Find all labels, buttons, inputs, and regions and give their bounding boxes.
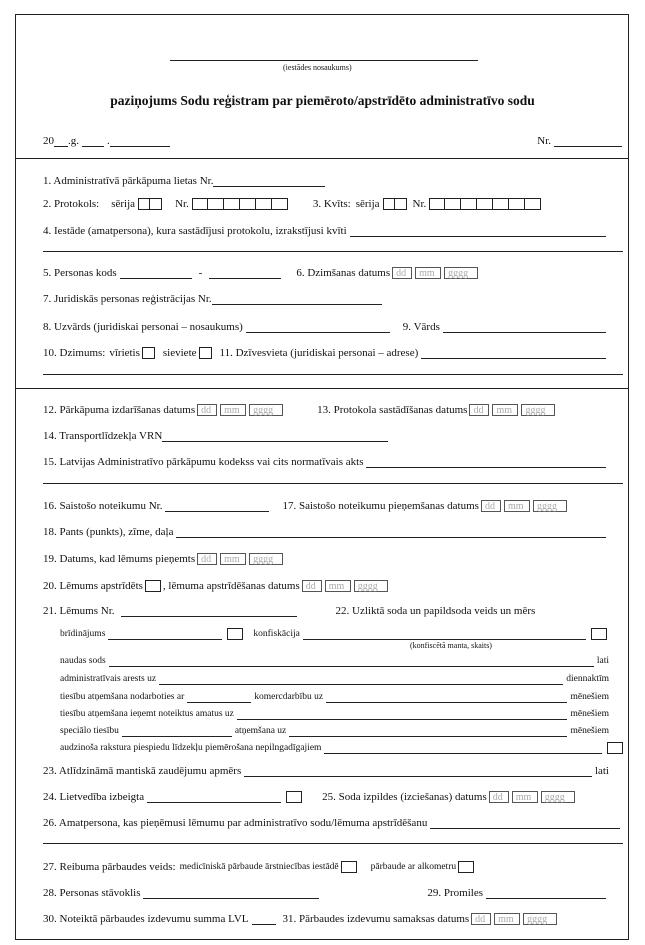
alcometer-checkbox[interactable] xyxy=(458,861,474,873)
f21-label: 21. Lēmums Nr. xyxy=(43,605,115,617)
f3-label: 3. Kvīts: xyxy=(312,198,351,210)
date-part-placeholder[interactable]: dd xyxy=(392,267,412,279)
f24-label: 24. Lietvedība izbeigta xyxy=(43,791,145,803)
terminated-field[interactable] xyxy=(147,792,281,803)
warning-checkbox[interactable] xyxy=(227,628,243,640)
nr-field[interactable] xyxy=(554,136,622,147)
medical-check-checkbox[interactable] xyxy=(341,861,357,873)
f2-nr-label: Nr. xyxy=(175,198,189,210)
date-part-placeholder[interactable]: gggg xyxy=(444,267,478,279)
divider xyxy=(15,388,629,389)
f31-label: 31. Pārbaudes izdevumu samaksas datums xyxy=(282,913,470,925)
protocol-number-cells[interactable] xyxy=(192,198,288,210)
f23-label: 23. Atlīdzināmā mantiskā zaudējumu apmērs xyxy=(43,765,242,777)
character-cell[interactable] xyxy=(208,198,224,210)
male-checkbox[interactable] xyxy=(142,347,155,359)
date-part-placeholder[interactable]: dd xyxy=(489,791,509,803)
confiscation-checkbox[interactable] xyxy=(591,628,607,640)
person-state-field[interactable] xyxy=(143,888,319,899)
birth-date-field[interactable] xyxy=(392,267,478,279)
arrest-field[interactable] xyxy=(159,674,563,685)
character-cell[interactable] xyxy=(150,198,162,210)
fine-field[interactable] xyxy=(109,656,594,667)
year-field[interactable] xyxy=(54,136,68,147)
f1-label: 1. Administratīvā pārkāpuma lietas Nr. xyxy=(43,175,214,187)
f8-label: 8. Uzvārds (juridiskai personai – nosaukums) xyxy=(43,321,243,333)
receipt-number-cells[interactable] xyxy=(429,198,541,210)
character-cell[interactable] xyxy=(272,198,288,210)
character-cell[interactable] xyxy=(429,198,445,210)
payment-date-field[interactable] xyxy=(471,913,557,925)
arrest-label: administratīvais arests uz xyxy=(60,674,157,684)
character-cell[interactable] xyxy=(192,198,208,210)
character-cell[interactable] xyxy=(445,198,461,210)
receipt-series-cells[interactable] xyxy=(383,198,407,210)
f3-nr-label: Nr. xyxy=(412,198,427,210)
f2-label: 2. Protokols: xyxy=(43,198,100,210)
f18-label: 18. Pants (punkts), zīme, daļa xyxy=(43,526,174,538)
months-unit: mēnešiem xyxy=(570,709,609,719)
decision-number-field[interactable] xyxy=(121,606,297,617)
article-field[interactable] xyxy=(176,527,606,538)
institution-caption: (iestādes nosaukums) xyxy=(283,63,352,72)
name-field[interactable] xyxy=(443,322,606,333)
medical-check-label: medicīniskā pārbaude ārstniecības iestādē xyxy=(179,862,339,872)
appealed-checkbox[interactable] xyxy=(145,580,161,592)
terminated-checkbox[interactable] xyxy=(286,791,302,803)
f30-label: 30. Noteiktā pārbaudes izdevumu summa LVL xyxy=(43,913,249,925)
appeal-date-field[interactable] xyxy=(302,580,388,592)
personal-code-part2[interactable] xyxy=(209,268,281,279)
official-field[interactable] xyxy=(430,818,620,829)
expense-sum-field[interactable] xyxy=(252,914,276,925)
f26-label: 26. Amatpersona, kas pieņēmusi lēmumu par administratīvo sodu/lēmuma apstrīdēšanu xyxy=(43,817,428,829)
f12-label: 12. Pārkāpuma izdarīšanas datums xyxy=(43,404,196,416)
month-field[interactable] xyxy=(110,136,170,147)
date-part-placeholder[interactable]: dd xyxy=(481,500,501,512)
year-suffix: .g. xyxy=(68,135,79,147)
f5-dash: - xyxy=(198,267,203,279)
character-cell[interactable] xyxy=(493,198,509,210)
male-label: vīrietis xyxy=(109,347,140,359)
date-part-placeholder[interactable]: dd xyxy=(197,553,217,565)
personal-code-part1[interactable] xyxy=(120,268,192,279)
f11-label: 11. Dzīvesvieta (juridiskai personai – adrese) xyxy=(219,347,419,359)
date-part-placeholder[interactable]: dd xyxy=(471,913,491,925)
special-rights-field[interactable] xyxy=(122,726,232,737)
address-line2[interactable] xyxy=(43,374,623,375)
fine-unit: lati xyxy=(596,656,609,666)
special-revoke-field[interactable] xyxy=(289,726,567,737)
date-part-placeholder[interactable]: gggg xyxy=(354,580,388,592)
character-cell[interactable] xyxy=(224,198,240,210)
character-cell[interactable] xyxy=(383,198,395,210)
warning-label: brīdinājums xyxy=(60,629,106,639)
confiscation-field[interactable] xyxy=(303,629,586,640)
protocol-date-field[interactable] xyxy=(469,404,555,416)
protocol-series-cells[interactable] xyxy=(138,198,162,210)
character-cell[interactable] xyxy=(256,198,272,210)
date-part-placeholder[interactable]: mm xyxy=(325,580,351,592)
f13-label: 13. Protokola sastādīšanas datums xyxy=(317,404,468,416)
f4-label: 4. Iestāde (amatpersona), kura sastādījusi protokolu, izrakstījusi kvīti xyxy=(43,225,347,237)
date-part-placeholder[interactable]: mm xyxy=(220,553,246,565)
fine-label: naudas sods xyxy=(60,656,106,666)
f17-label: 17. Saistošo noteikumu pieņemšanas datums xyxy=(282,500,479,512)
f7-label: 7. Juridiskās personas reģistrācijas Nr. xyxy=(43,293,212,305)
character-cell[interactable] xyxy=(477,198,493,210)
address-field[interactable] xyxy=(421,348,606,359)
f3-series-label: sērija xyxy=(355,198,380,210)
date-part-placeholder[interactable]: gggg xyxy=(249,404,283,416)
confiscation-label: konfiskācija xyxy=(253,629,300,639)
f28-label: 28. Personas stāvoklis xyxy=(43,887,141,899)
female-checkbox[interactable] xyxy=(199,347,212,359)
day-field[interactable] xyxy=(82,136,104,147)
ban-positions-field[interactable] xyxy=(237,709,568,720)
confiscation-caption: (konfiscētā manta, skaits) xyxy=(410,641,492,650)
offence-date-field[interactable] xyxy=(197,404,283,416)
promille-field[interactable] xyxy=(486,888,606,899)
date-part-placeholder[interactable]: mm xyxy=(415,267,441,279)
character-cell[interactable] xyxy=(525,198,541,210)
f27-label: 27. Reibuma pārbaudes veids: xyxy=(43,861,176,873)
educational-label: audzinoša rakstura piespiedu līdzekļu piemērošana nepilngadīgajiem xyxy=(60,743,322,753)
educational-checkbox[interactable] xyxy=(607,742,623,754)
female-label: sieviete xyxy=(162,347,197,359)
issuing-authority-line2[interactable] xyxy=(43,251,623,252)
alcometer-label: pārbaude ar alkometru xyxy=(370,862,457,872)
damages-field[interactable] xyxy=(244,766,592,777)
months-unit: mēnešiem xyxy=(570,726,609,736)
year-prefix: 20 xyxy=(43,135,54,147)
arrest-unit: diennaktīm xyxy=(566,674,609,684)
character-cell[interactable] xyxy=(509,198,525,210)
f10-label: 10. Dzimums: xyxy=(43,347,106,359)
date-part-placeholder[interactable]: dd xyxy=(469,404,489,416)
date-part-placeholder[interactable]: mm xyxy=(512,791,538,803)
date-part-placeholder[interactable]: mm xyxy=(492,404,518,416)
f14-label: 14. Transportlīdzekļa VRN xyxy=(43,430,163,442)
f25-label: 25. Soda izpildes (izciešanas) datums xyxy=(322,791,487,803)
registration-number-field[interactable] xyxy=(212,294,382,305)
character-cell[interactable] xyxy=(240,198,256,210)
legal-act-field[interactable] xyxy=(366,457,606,468)
f16-label: 16. Saistošo noteikumu Nr. xyxy=(43,500,163,512)
character-cell[interactable] xyxy=(461,198,477,210)
appeal-date-label: , lēmuma apstrīdēšanas datums xyxy=(162,580,300,592)
date-part-placeholder[interactable]: mm xyxy=(494,913,520,925)
legal-act-line2[interactable] xyxy=(43,483,623,484)
date-part-placeholder[interactable]: dd xyxy=(197,404,217,416)
regulation-date-field[interactable] xyxy=(481,500,567,512)
date-part-placeholder[interactable]: dd xyxy=(302,580,322,592)
form-page: (iestādes nosaukums) paziņojums Sodu reģistram par piemēroto/apstrīdēto administratīvo sodu 20 .g. . Nr. 1. Administratīvā pārkāpuma lietas Nr. 2. Protokols: sērija Nr. 3. Kvīts: sērija Nr. 4. Iestāde (amatpersona), kura sastādījusi protokolu, izrakstījusi kvīti 5. Personas kods - 6. Dzimšanas datums dd mm gggg 7. Juridiskās personas reģistrācijas Nr. 8. Uzvārds (juridiskai personai – nosaukums) 9. Vārds 10. Dzimums: vīrietis sieviete 11. Dzīvesvieta (juridiskai personai – adrese) 12. Pārkāpuma izdarīšanas datums dd mm gggg 13. Protokola sastādīšanas datums dd mm gggg 14. Transportlīdzekļa VRN 15. Latvijas Administratīvo pārkāpumu kodekss vai cits normatīvais akts 16. Saistošo noteikumu Nr. 17. Saistošo noteikumu pieņemšanas datums dd mm gggg 18. Pants (punkts), zīme, daļa 19. Datums, kad lēmums pieņemts dd mm gggg 20. Lēmums apstrīdēts , lēmuma apstrīdēšanas datums dd mm gggg 21. Lēmums Nr. 22. Uzliktā soda un papildsoda veids un mērs brīdinājums konfiskācija (konfiscētā manta, skaits) naudas sods lati administratīvais arests uz diennaktīm tiesību atņemšana nodarboties ar komercdarbību uz mēnešiem tiesību atņemšana ieņemt noteiktus amatus uz mēnešiem speciālo tiesību atņemšana uz mēnešiem audzinoša rakstura piespiedu līdzekļu piemērošana nepilngadīgajiem 23. Atlīdzināmā mantiskā zaudējumu apmērs lati 24. Lietvedība izbeigta 25. Soda izpildes (izciešanas) datums dd mm gggg 26. Amatpersona, kas pieņēmusi lēmumu par administratīvo sodu/lēmuma apstrīdēšanu 27. Reibuma pārbaudes veids: medicīniskā pārbaude ārstniecības iestādē pārbaude ar alkometru 28. Personas stāvoklis 29. Promiles 30. Noteiktā pārbaudes izdevumu summa LVL 31. Pārbaudes izdevumu samaksas datums dd mm gggg xyxy=(0,0,645,945)
f9-label: 9. Vārds xyxy=(402,321,440,333)
issuing-authority-field[interactable] xyxy=(350,226,606,237)
divider xyxy=(15,158,629,159)
date-part-placeholder[interactable]: gggg xyxy=(521,404,555,416)
page-title: paziņojums Sodu reģistram par piemēroto/apstrīdēto administratīvo sodu xyxy=(110,93,535,108)
character-cell[interactable] xyxy=(138,198,150,210)
f6-label: 6. Dzimšanas datums xyxy=(296,267,391,279)
vehicle-number-field[interactable] xyxy=(162,431,388,442)
date-part-placeholder[interactable]: gggg xyxy=(523,913,557,925)
ban-commercial-field[interactable] xyxy=(326,692,567,703)
date-part-placeholder[interactable]: mm xyxy=(220,404,246,416)
educational-field[interactable] xyxy=(324,743,602,754)
date-part-placeholder[interactable]: gggg xyxy=(249,553,283,565)
f2-series-label: sērija xyxy=(111,198,136,210)
surname-field[interactable] xyxy=(246,322,390,333)
character-cell[interactable] xyxy=(395,198,407,210)
regulation-number-field[interactable] xyxy=(165,501,269,512)
months-unit: mēnešiem xyxy=(570,692,609,702)
case-number-field[interactable] xyxy=(213,176,325,187)
date-part-placeholder[interactable]: gggg xyxy=(541,791,575,803)
f22-label: 22. Uzliktā soda un papildsoda veids un mērs xyxy=(335,605,536,617)
ban-activity-field[interactable] xyxy=(187,692,251,703)
decision-date-field[interactable] xyxy=(197,553,283,565)
ban-positions-label: tiesību atņemšana ieņemt noteiktus amatus uz xyxy=(60,709,234,719)
official-line2[interactable] xyxy=(43,843,623,844)
ban-activity-label: tiesību atņemšana nodarboties ar xyxy=(60,692,185,702)
nr-label: Nr. xyxy=(537,135,551,147)
f19-label: 19. Datums, kad lēmums pieņemts xyxy=(43,553,196,565)
execution-date-field[interactable] xyxy=(489,791,575,803)
special-revoke-label: atņemšana uz xyxy=(234,726,287,736)
damages-unit: lati xyxy=(594,765,609,777)
f15-label: 15. Latvijas Administratīvo pārkāpumu kodekss vai cits normatīvais akts xyxy=(43,456,364,468)
date-part-placeholder[interactable]: mm xyxy=(504,500,530,512)
f29-label: 29. Promiles xyxy=(427,887,483,899)
date-part-placeholder[interactable]: gggg xyxy=(533,500,567,512)
institution-name-line[interactable] xyxy=(170,60,478,61)
special-rights-label: speciālo tiesību xyxy=(60,726,119,736)
f5-label: 5. Personas kods xyxy=(43,267,117,279)
ban-commercial-label: komercdarbību uz xyxy=(254,692,324,702)
f20-label: 20. Lēmums apstrīdēts xyxy=(43,580,143,592)
warning-field[interactable] xyxy=(108,629,222,640)
